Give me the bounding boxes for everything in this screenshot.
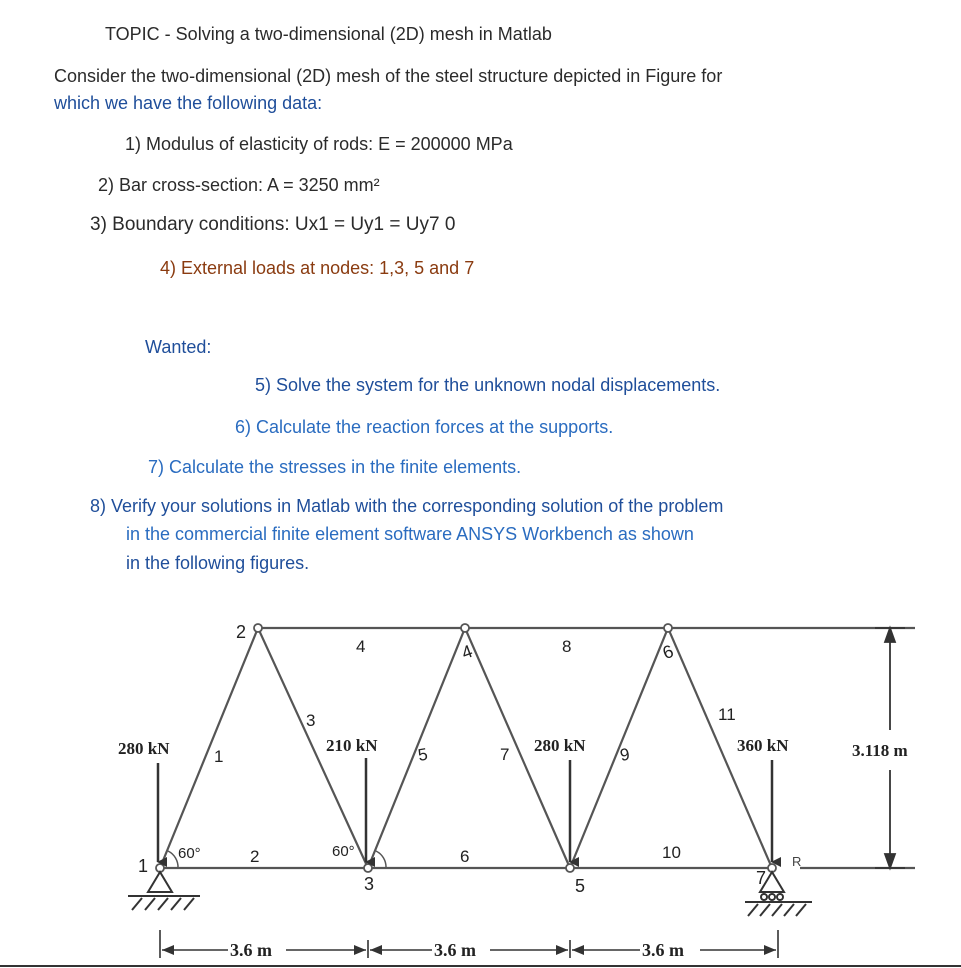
angle-arc-node-3 [376,851,386,868]
element-label-11: 11 [718,705,736,724]
element-label-6: 6 [460,847,470,866]
load-label-280-node-5: 280 kN [534,736,586,755]
node-label-3: 3 [364,874,375,894]
diagonal-1-2 [160,628,258,868]
data-item-2: 2) Bar cross-section: A = 3250 mm² [98,175,380,195]
element-label-3: 3 [306,711,316,730]
topic-title: TOPIC - Solving a two-dimensional (2D) mesh in Matlab [105,24,552,44]
element-label-8: 8 [562,637,572,656]
node-6-circle [664,624,672,632]
node-label-1: 1 [138,856,149,876]
data-item-4: 4) External loads at nodes: 1,3, 5 and 7 [160,258,475,278]
wanted-label: Wanted: [145,337,212,357]
height-label: 3.118 m [852,741,908,760]
node-5-circle [566,864,574,872]
node-label-4: 4 [458,640,476,664]
node-4-circle [461,624,469,632]
element-label-1: 1 [214,747,224,766]
intro-line-1: Consider the two-dimensional (2D) mesh of the steel structure depicted in Figure for [54,66,723,86]
intro-line-2: which we have the following data: [54,93,323,113]
element-label-9: 9 [618,744,632,765]
angle-label-node-3: 60° [332,843,355,860]
angle-label-node-1: 60° [178,845,201,862]
verify-line-3: in the following figures. [126,553,310,573]
node-label-5: 5 [575,876,586,896]
element-label-7: 7 [500,745,510,764]
element-label-10: 10 [662,843,681,862]
span-label-1: 3.6 m [230,940,272,960]
angle-arc-node-1 [168,851,178,868]
node-label-7: 7 [756,868,767,888]
element-label-4: 4 [356,637,366,656]
pin-support-node-1 [128,872,200,910]
node-label-6: 6 [659,640,677,664]
wanted-item-5: 5) Solve the system for the unknown nodal displacements. [255,375,721,395]
span-label-2: 3.6 m [434,940,476,960]
verify-line-1: 8) Verify your solutions in Matlab with the corresponding solution of the problem [90,496,724,516]
load-label-360-node-7: 360 kN [737,736,789,755]
verify-line-2: in the commercial finite element software ANSYS Workbench as shown [126,524,694,544]
load-label-210-node-3: 210 kN [326,736,378,755]
support-label-r: R [792,854,802,869]
data-item-1: 1) Modulus of elasticity of rods: E = 200000 MPa [125,134,513,154]
node-label-2: 2 [236,622,247,642]
span-label-3: 3.6 m [642,940,684,960]
element-label-5: 5 [416,744,430,765]
node-3-circle [364,864,372,872]
data-item-3: 3) Boundary conditions: Ux1 = Uy1 = Uy7 0 [90,214,456,235]
wanted-item-6: 6) Calculate the reaction forces at the supports. [235,417,614,437]
node-2-circle [254,624,262,632]
wanted-item-7: 7) Calculate the stresses in the finite elements. [148,457,522,477]
truss-figure [0,600,961,968]
load-label-280-node-1: 280 kN [118,739,170,758]
element-label-2: 2 [250,847,260,866]
